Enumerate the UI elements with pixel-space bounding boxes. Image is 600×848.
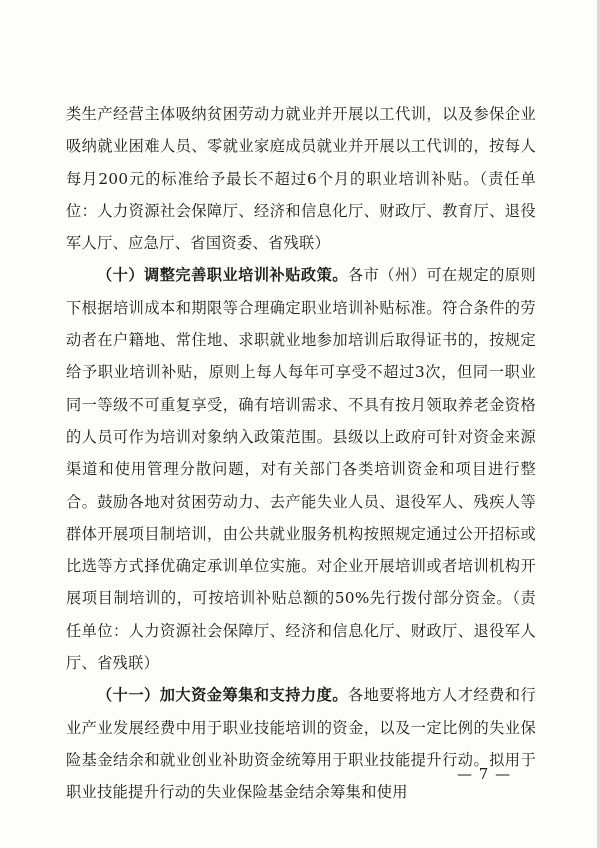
paragraph-item-10 xyxy=(66,259,536,679)
paragraph-continuation xyxy=(66,98,536,259)
paragraph-text: 各市（州）可在规定的原则下根据培训成本和期限等合理确定职业培训补贴标准。符合条件的劳动者在户籍地、常住地、求职就业地参加培训后取得证书的，按规定给予职业培训补贴，原则上每人每年可享受不超过3次，但同一职业同一等级不可重复享受，确有培训需求、不具有按月领取养老金资格的人员可作为培训对象纳入政策范围。县级以上政府可针对资金来源渠道和使用管理分散问题，对有关部门各类培训资金和项目进行整合。鼓励各地对贫困劳动力、去产能失业人员、退役军人、残疾人等群体开展项目制培训，由公共就业服务机构按照规定通过公开招标或比选等方式择优确定承训单位实施。对企业开展培训或者培训机构开展项目制培训的，可按培训补贴总额的50%先行拨付部分资金。（责任单位：人力资源社会保障厅、经济和信息化厅、财政厅、退役军人厅、省残联） xyxy=(66,266,536,673)
paragraph-heading: （十）调整完善职业培训补贴政策。 xyxy=(97,266,348,285)
paragraph-heading: （十一）加大资金筹集和支持力度。 xyxy=(97,686,348,705)
paragraph-item-11 xyxy=(66,679,536,808)
page-number: — 7 — xyxy=(457,765,512,783)
paragraph-text: 类生产经营主体吸纳贫困劳动力就业并开展以工代训，以及参保企业吸纳就业困难人员、零就业家庭成员就业并开展以工代训的，按每人每月200元的标准给予最长不超过6个月的职业培训补贴。（责任单位：人力资源社会保障厅、经济和信息化厅、财政厅、教育厅、退役军人厅、应急厅、省国资委、省残联） xyxy=(66,105,536,253)
paragraph-text: 各地要将地方人才经费和行业产业发展经费中用于职业技能培训的资金，以及一定比例的失业保险基金结余和就业创业补助资金统筹用于职业技能提升行动。拟用于职业技能提升行动的失业保险基金结余筹集和使用 xyxy=(66,686,536,802)
document-body xyxy=(66,98,536,809)
